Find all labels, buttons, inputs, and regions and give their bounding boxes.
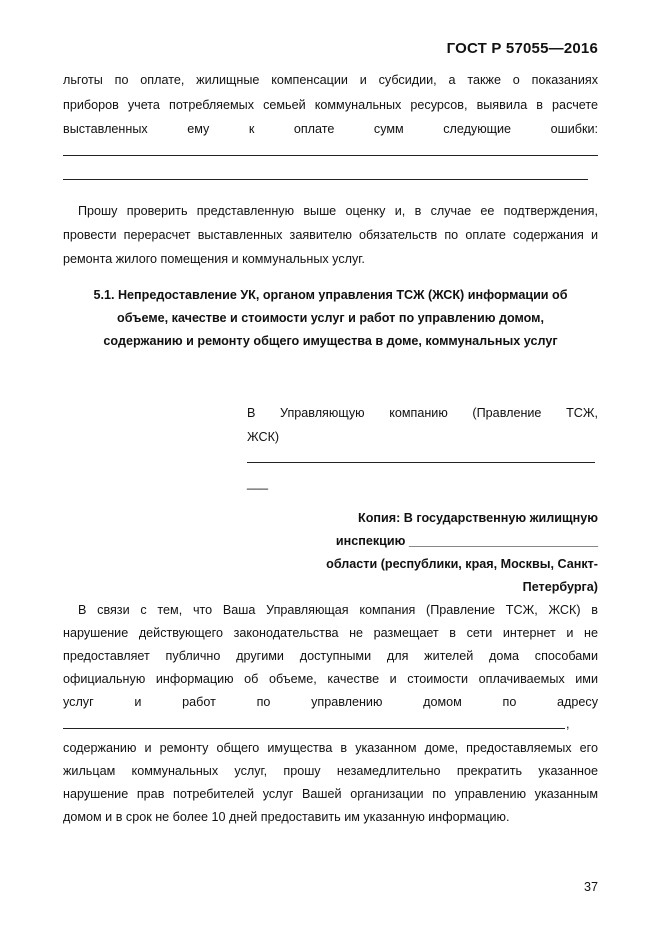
para3-line5: услуг и работ по управлению домом по адресу [63, 695, 598, 709]
addressee-line3: ___ [247, 476, 269, 490]
para3-line10: домом и в срок не более 10 дней предоставить им указанную информацию. [63, 810, 510, 824]
address-fill-line [63, 728, 565, 729]
para3-line7: содержанию и ремонту общего имущества в указанном доме, предоставляемых его [63, 741, 598, 755]
copy-line1: Копия: В государственную жилищную [358, 511, 598, 525]
para1-line2: приборов учета потребляемых семьей коммунальных ресурсов, выявила в расчете [63, 98, 598, 112]
para3-line3: предоставляет публично другими доступными для жителей дома способами [63, 649, 598, 663]
document-header: ГОСТ Р 57055—2016 [446, 40, 598, 57]
para3-line9: нарушение прав потребителей услуг Вашей организации по управлению указанным [63, 787, 598, 801]
para3-line6-comma: , [566, 717, 570, 731]
para3-line1: В связи с тем, что Ваша Управляющая компания (Правление ТСЖ, ЖСК) в [78, 603, 598, 617]
section-heading-line2: объеме, качестве и стоимости услуг и работ по управлению домом, [117, 311, 544, 325]
para2-line3: ремонта жилого помещения и коммунальных услуг. [63, 252, 365, 266]
addressee-fill-line [247, 462, 595, 463]
para3-line4: официальную информацию об объеме, качестве и стоимости оплачиваемых ими [63, 672, 598, 686]
copy-line3: области (республики, края, Москвы, Санкт- [326, 557, 598, 571]
copy-line2: инспекцию ___________________________ [335, 534, 598, 548]
para2-line1: Прошу проверить представленную выше оценку и, в случае ее подтверждения, [78, 204, 598, 218]
section-heading-line1: 5.1. Непредоставление УК, органом управления ТСЖ (ЖСК) информации об [93, 288, 568, 302]
para1-line3: выставленных ему к оплате сумм следующие ошибки: [63, 122, 598, 136]
addressee-line1: В Управляющую компанию (Правление ТСЖ, [247, 406, 598, 420]
para3-line2: нарушение действующего законодательства не размещает в сети интернет и не [63, 626, 598, 640]
section-heading-line3: содержанию и ремонту общего имущества в доме, коммунальных услуг [103, 334, 558, 348]
fill-line-1 [63, 155, 598, 156]
para3-line8: жильцам коммунальных услуг, прошу незамедлительно прекратить указанное [63, 764, 598, 778]
fill-line-2 [63, 179, 588, 180]
para1-line1: льготы по оплате, жилищные компенсации и субсидии, а также о показаниях [63, 73, 598, 87]
para2-line2: провести перерасчет выставленных заявителю обязательств по оплате содержания и [63, 228, 598, 242]
page-number: 37 [583, 880, 598, 894]
copy-line4: Петербурга) [522, 580, 598, 594]
addressee-line2: ЖСК) [247, 430, 280, 444]
